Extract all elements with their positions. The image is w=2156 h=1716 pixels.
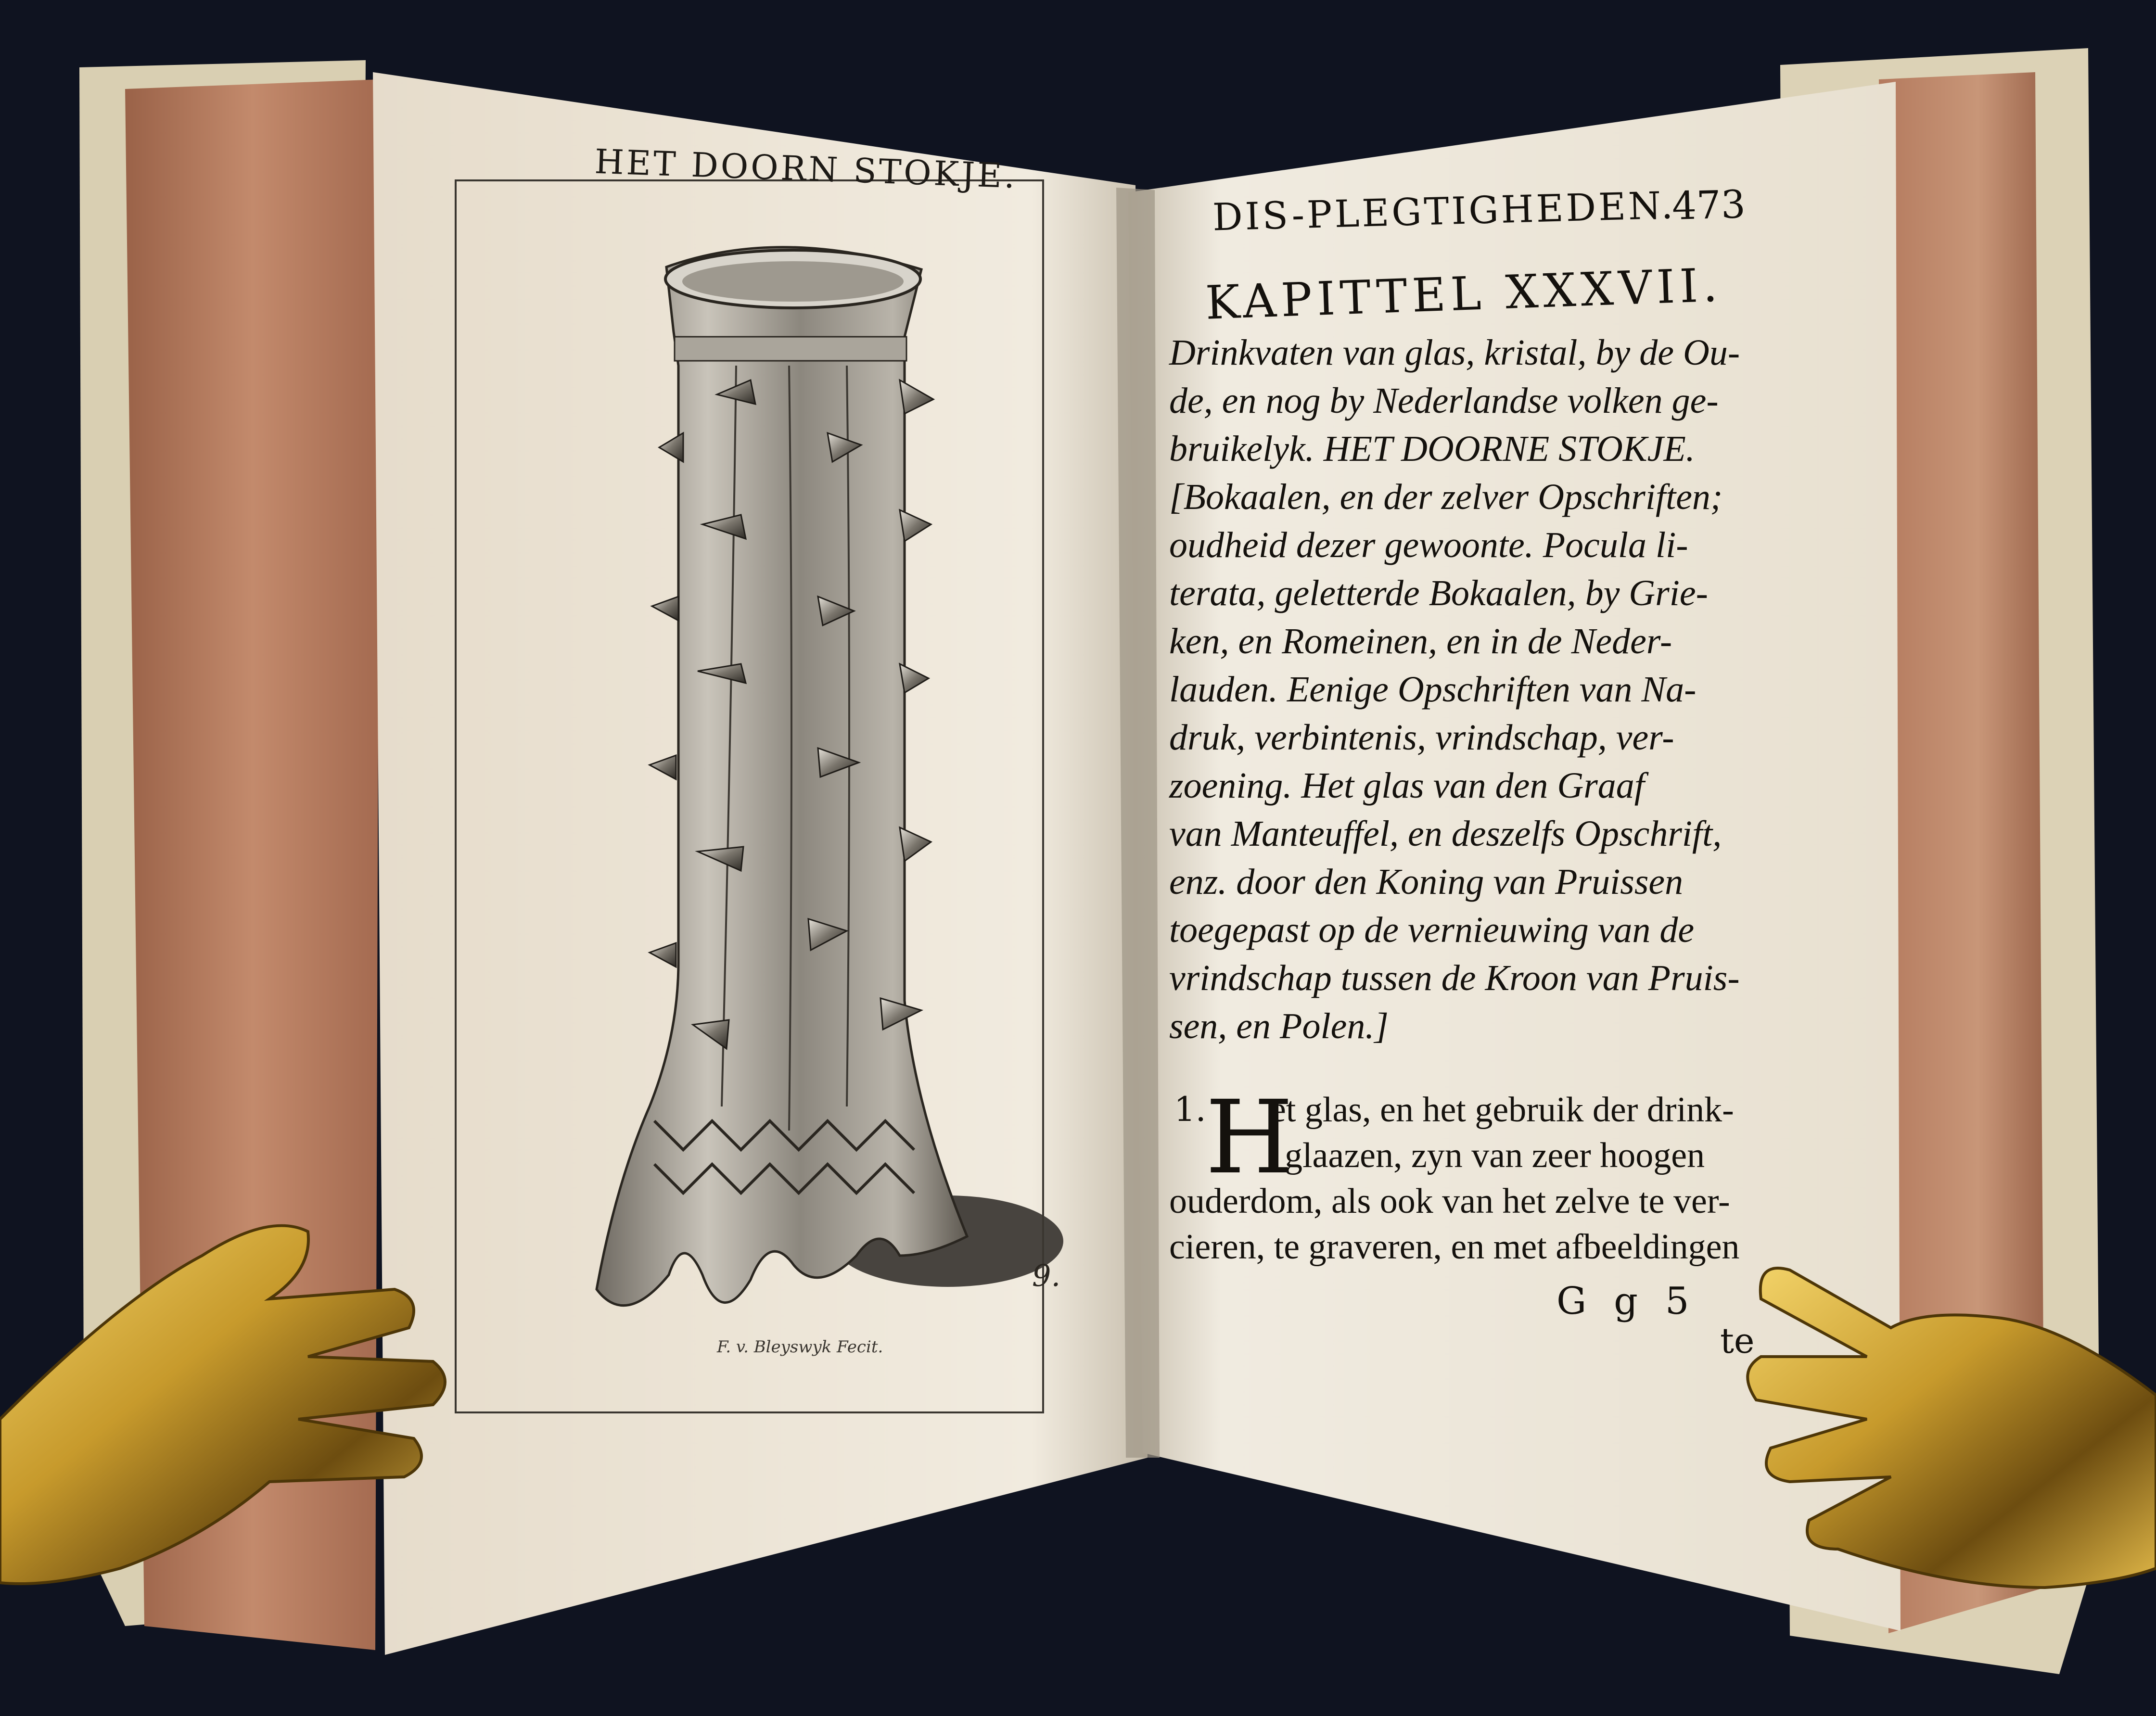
signature-mark: G g 5 bbox=[1556, 1280, 1697, 1323]
drop-cap: H bbox=[1205, 1079, 1294, 1196]
summary-line: lauden. Eenige Opschriften van Na- bbox=[1169, 669, 1697, 710]
plate-number: 9. bbox=[1032, 1258, 1061, 1293]
running-head: DIS-PLEGTIGHEDEN. bbox=[1212, 184, 1676, 240]
summary-line: sen, en Polen.] bbox=[1169, 1006, 1389, 1046]
summary-line: Drinkvaten van glas, kristal, by de Ou- bbox=[1169, 332, 1740, 373]
summary-line: oudheid dezer gewoonte. Pocula li- bbox=[1169, 525, 1688, 565]
body-line: ouderdom, als ook van het zelve te ver- bbox=[1169, 1182, 1730, 1221]
body-line: et glas, en het gebruik der drink- bbox=[1270, 1090, 1734, 1130]
summary-line: bruikelyk. HET DOORNE STOKJE. bbox=[1169, 429, 1695, 469]
plate-title: HET DOORN STOKJE. bbox=[594, 141, 1018, 196]
summary-line: druk, verbintenis, vrindschap, ver- bbox=[1169, 717, 1674, 758]
catchword: te bbox=[1720, 1321, 1755, 1361]
summary-line: de, en nog by Nederlandse volken ge- bbox=[1169, 381, 1719, 421]
chapter-title: KAPITTEL XXXVII. bbox=[1204, 258, 1723, 330]
summary-line: zoening. Het glas van den Graaf bbox=[1169, 765, 1645, 806]
summary-line: terata, geletterde Bokaalen, by Grie- bbox=[1169, 573, 1708, 613]
summary-line: van Manteuffel, en deszelfs Opschrift, bbox=[1169, 814, 1722, 854]
body-line: cieren, te graveren, en met afbeeldingen bbox=[1169, 1227, 1740, 1267]
engraver-credit: F. v. Bleyswyk Fecit. bbox=[717, 1337, 883, 1357]
summary-line: enz. door den Koning van Pruissen bbox=[1169, 862, 1684, 902]
paragraph-number: 1. bbox=[1174, 1090, 1206, 1129]
summary-line: toegepast op de vernieuwing van de bbox=[1169, 910, 1695, 950]
summary-line: [Bokaalen, en der zelver Opschriften; bbox=[1169, 477, 1723, 517]
body-line: glaazen, zyn van zeer hoogen bbox=[1285, 1136, 1705, 1175]
summary-line: ken, en Romeinen, en in de Neder- bbox=[1169, 621, 1672, 661]
summary-line: vrindschap tussen de Kroon van Pruis- bbox=[1169, 958, 1740, 998]
page-number: 473 bbox=[1671, 182, 1746, 229]
